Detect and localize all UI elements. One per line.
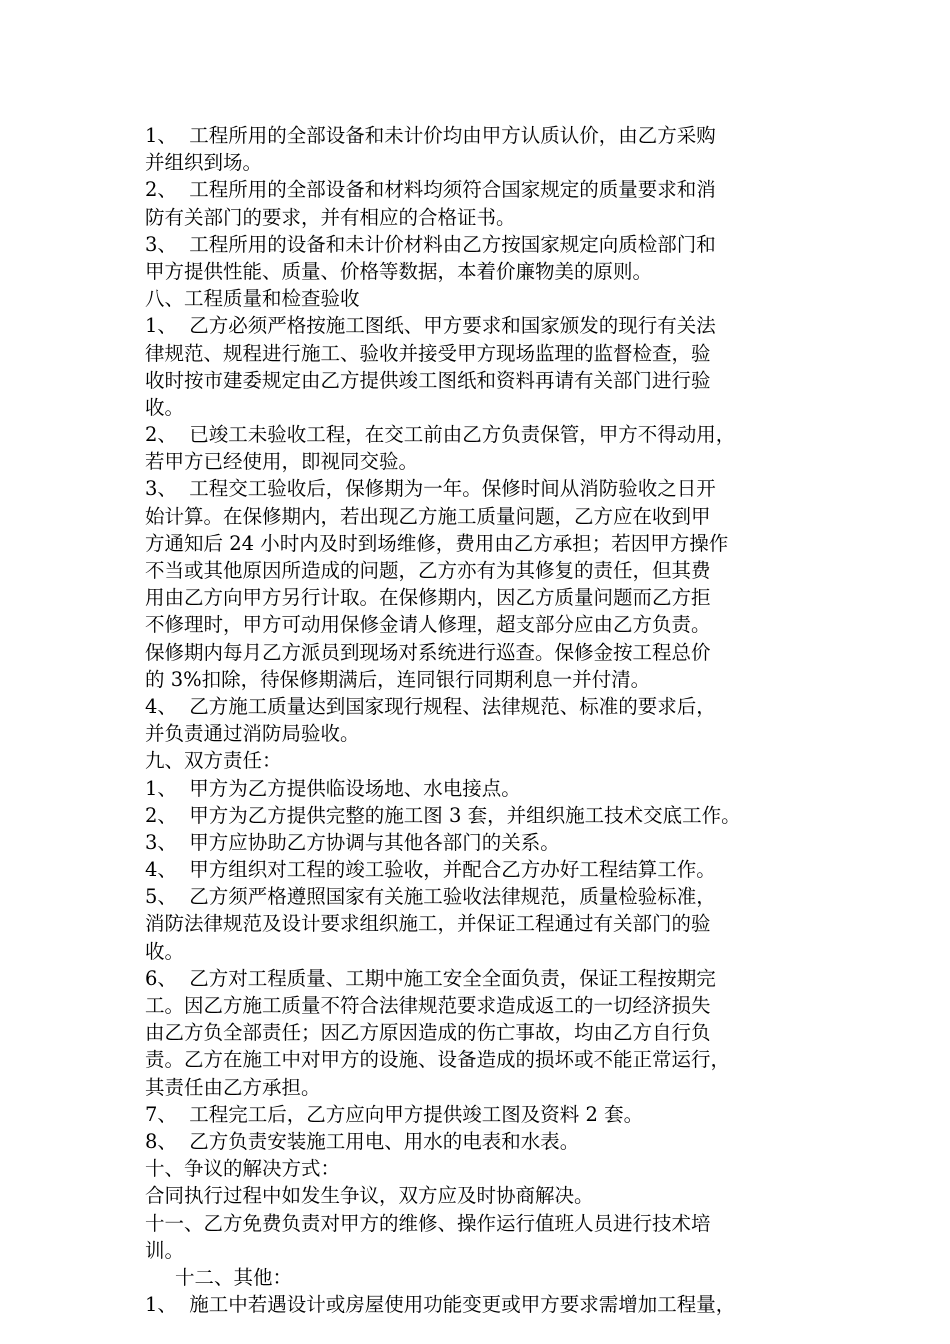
text-line: 其责任由乙方承担。 [145, 1075, 321, 1099]
text-line: 2、 已竣工未验收工程，在交工前由乙方负责保管，甲方不得动用， [145, 423, 736, 447]
section-heading: 十一、乙方免费负责对甲方的维修、操作运行值班人员进行技术培 [145, 1211, 711, 1235]
section-heading: 八、工程质量和检查验收 [145, 287, 360, 311]
text-line: 若甲方已经使用，即视同交验。 [145, 450, 419, 474]
section-heading: 九、双方责任： [145, 749, 282, 773]
text-line: 3、 工程交工验收后，保修期为一年。保修时间从消防验收之日开 [145, 477, 716, 501]
text-line: 1、 工程所用的全部设备和未计价均由甲方认质认价，由乙方采购 [145, 124, 716, 147]
text-line: 不当或其他原因所造成的问题，乙方亦有为其修复的责任，但其费 [145, 559, 711, 582]
text-line: 8、 乙方负责安装施工用电、用水的电表和水表。 [145, 1129, 580, 1153]
text-line: 训。 [145, 1238, 185, 1262]
text-line: 用由乙方向甲方另行计取。在保修期内，因乙方质量问题而乙方拒 [145, 586, 711, 610]
text-line: 的 3%扣除，待保修期满后，连同银行同期利息一并付清。 [145, 667, 651, 691]
text-line: 合同执行过程中如发生争议，双方应及时协商解决。 [145, 1184, 594, 1208]
text-line: 消防法律规范及设计要求组织施工，并保证工程通过有关部门的验 [145, 912, 711, 936]
text-line: 3、 甲方应协助乙方协调与其他各部门的关系。 [145, 830, 560, 854]
section-heading: 十二、其他： [175, 1265, 293, 1289]
text-line: 由乙方负全部责任；因乙方原因造成的伤亡事故，均由乙方自行负 [145, 1021, 711, 1045]
text-line: 甲方提供性能、质量、价格等数据，本着价廉物美的原则。 [145, 259, 653, 283]
text-line: 4、 甲方组织对工程的竣工验收，并配合乙方办好工程结算工作。 [145, 858, 716, 882]
text-line: 保修期内每月乙方派员到现场对系统进行巡查。保修金按工程总价 [145, 640, 711, 664]
text-line: 方通知后 24 小时内及时到场维修，费用由乙方承担；若因甲方操作 [145, 531, 729, 555]
text-line: 2、 工程所用的全部设备和材料均须符合国家规定的质量要求和消 [145, 178, 716, 202]
text-line: 收。 [145, 395, 185, 419]
text-line: 责。乙方在施工中对甲方的设施、设备造成的损坏或不能正常运行， [145, 1048, 731, 1072]
text-line: 2、 甲方为乙方提供完整的施工图 3 套，并组织施工技术交底工作。 [145, 803, 741, 827]
text-line: 收时按市建委规定由乙方提供竣工图纸和资料再请有关部门进行验 [145, 368, 711, 392]
document-body [145, 122, 825, 1318]
text-line: 4、 乙方施工质量达到国家现行规程、法律规范、标准的要求后， [145, 694, 716, 718]
text-line: 始计算。在保修期内，若出现乙方施工质量问题，乙方应在收到甲 [145, 504, 711, 528]
text-line: 1、 施工中若遇设计或房屋使用功能变更或甲方要求需增加工程量， [145, 1293, 736, 1317]
text-line: 并组织到场。 [145, 151, 263, 175]
text-line: 收。 [145, 939, 185, 963]
text-line: 1、 甲方为乙方提供临设场地、水电接点。 [145, 776, 521, 800]
text-line: 防有关部门的要求，并有相应的合格证书。 [145, 205, 516, 229]
text-line: 工。因乙方施工质量不符合法律规范要求造成返工的一切经济损失 [145, 994, 711, 1017]
text-line: 并负责通过消防局验收。 [145, 722, 360, 746]
text-line: 5、 乙方须严格遵照国家有关施工验收法律规范，质量检验标准， [145, 885, 716, 909]
text-line: 3、 工程所用的设备和未计价材料由乙方按国家规定向质检部门和 [145, 232, 716, 256]
text-line: 不修理时，甲方可动用保修金请人修理，超支部分应由乙方负责。 [145, 613, 711, 637]
section-heading: 十、争议的解决方式： [145, 1157, 341, 1181]
text-line: 6、 乙方对工程质量、工期中施工安全全面负责，保证工程按期完 [145, 966, 716, 990]
text-line: 7、 工程完工后，乙方应向甲方提供竣工图及资料 2 套。 [145, 1102, 644, 1126]
text-line: 1、 乙方必须严格按施工图纸、甲方要求和国家颁发的现行有关法 [145, 314, 716, 338]
text-line: 律规范、规程进行施工、验收并接受甲方现场监理的监督检查，验 [145, 341, 711, 365]
